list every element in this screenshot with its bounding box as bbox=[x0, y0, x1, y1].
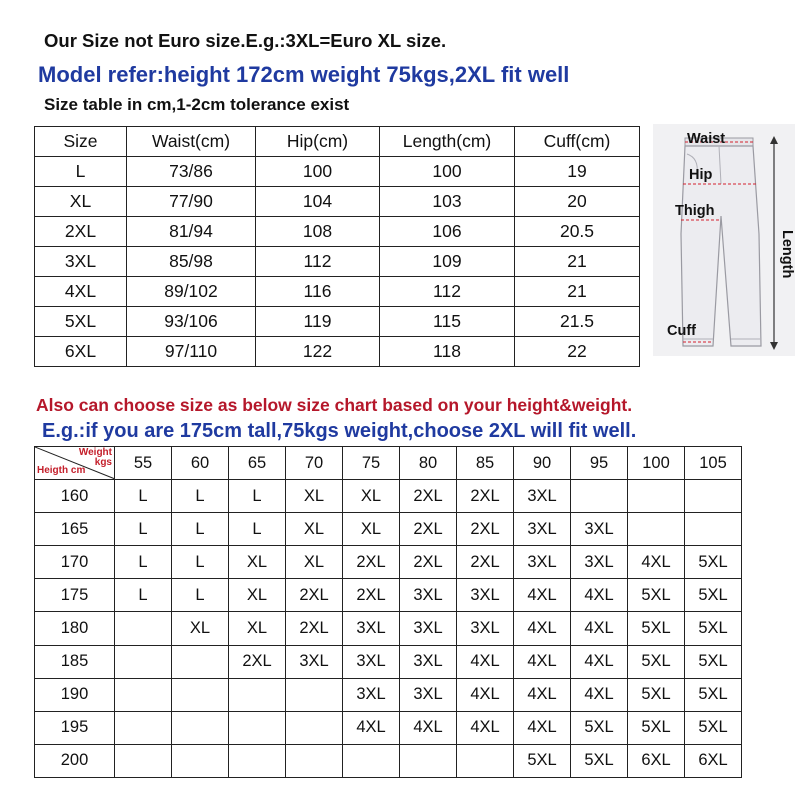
recommended-size-cell: 3XL bbox=[514, 513, 571, 546]
recommended-size-cell: 4XL bbox=[571, 579, 628, 612]
recommended-size-cell: XL bbox=[286, 546, 343, 579]
recommended-size-cell: XL bbox=[229, 579, 286, 612]
size-value-cell: 19 bbox=[515, 157, 640, 187]
recommended-size-cell: 2XL bbox=[229, 645, 286, 678]
recommended-size-cell: XL bbox=[343, 480, 400, 513]
size-value-cell: 81/94 bbox=[127, 217, 256, 247]
recommended-size-cell bbox=[457, 744, 514, 777]
corner-height-label: Heigth cm bbox=[37, 465, 86, 476]
recommended-size-cell: 3XL bbox=[514, 546, 571, 579]
size-table-header: Length(cm) bbox=[380, 127, 515, 157]
size-value-cell: 112 bbox=[256, 247, 380, 277]
size-value-cell: 122 bbox=[256, 337, 380, 367]
height-label-cell: 200 bbox=[35, 744, 115, 777]
recommended-size-cell bbox=[286, 711, 343, 744]
size-value-cell: 21 bbox=[515, 247, 640, 277]
recommended-size-cell: 5XL bbox=[685, 645, 742, 678]
size-table-row bbox=[35, 307, 640, 337]
recommended-size-cell: L bbox=[229, 513, 286, 546]
recommended-size-cell: 3XL bbox=[400, 612, 457, 645]
recommended-size-cell: 5XL bbox=[628, 645, 685, 678]
recommended-size-cell: 4XL bbox=[571, 678, 628, 711]
recommended-size-cell: 2XL bbox=[400, 513, 457, 546]
figure-label-cuff: Cuff bbox=[667, 323, 696, 339]
recommended-size-cell: 5XL bbox=[514, 744, 571, 777]
hw-table-header-row bbox=[35, 447, 742, 480]
size-value-cell: 73/86 bbox=[127, 157, 256, 187]
height-label-cell: 175 bbox=[35, 579, 115, 612]
height-label-cell: 195 bbox=[35, 711, 115, 744]
recommended-size-cell: 4XL bbox=[628, 546, 685, 579]
recommended-size-cell: 3XL bbox=[400, 678, 457, 711]
recommended-size-cell: 3XL bbox=[343, 678, 400, 711]
height-label-cell: 170 bbox=[35, 546, 115, 579]
recommended-size-cell bbox=[115, 678, 172, 711]
size-table-row bbox=[35, 277, 640, 307]
size-table-row bbox=[35, 247, 640, 277]
recommended-size-cell: 4XL bbox=[514, 711, 571, 744]
weight-header-cell: 75 bbox=[343, 447, 400, 480]
size-table-header-row bbox=[35, 127, 640, 157]
weight-header-cell: 100 bbox=[628, 447, 685, 480]
height-label-cell: 185 bbox=[35, 645, 115, 678]
recommended-size-cell bbox=[343, 744, 400, 777]
corner-weight-label: Weight kgs bbox=[78, 447, 112, 468]
size-value-cell: 22 bbox=[515, 337, 640, 367]
recommended-size-cell: L bbox=[229, 480, 286, 513]
size-value-cell: 108 bbox=[256, 217, 380, 247]
hw-table-row bbox=[35, 579, 742, 612]
weight-header-cell: 95 bbox=[571, 447, 628, 480]
recommended-size-cell: 4XL bbox=[514, 645, 571, 678]
figure-label-waist: Waist bbox=[687, 131, 726, 147]
height-label-cell: 190 bbox=[35, 678, 115, 711]
size-table-header: Size bbox=[35, 127, 127, 157]
recommended-size-cell bbox=[685, 480, 742, 513]
size-value-cell: 112 bbox=[380, 277, 515, 307]
hw-table-corner bbox=[35, 447, 115, 480]
size-value-cell: 115 bbox=[380, 307, 515, 337]
size-value-cell: 89/102 bbox=[127, 277, 256, 307]
recommended-size-cell: 2XL bbox=[400, 546, 457, 579]
recommended-size-cell: 3XL bbox=[514, 480, 571, 513]
recommended-size-cell: L bbox=[172, 546, 229, 579]
recommended-size-cell: 3XL bbox=[343, 612, 400, 645]
figure-label-length: Length bbox=[779, 230, 795, 279]
pants-measurement-figure bbox=[653, 124, 795, 356]
height-label-cell: 160 bbox=[35, 480, 115, 513]
recommended-size-cell: 5XL bbox=[628, 612, 685, 645]
size-note-title: Our Size not Euro size.E.g.:3XL=Euro XL size. bbox=[44, 30, 447, 51]
weight-header-cell: 105 bbox=[685, 447, 742, 480]
recommended-size-cell: 2XL bbox=[457, 546, 514, 579]
recommended-size-cell bbox=[229, 678, 286, 711]
recommended-size-cell: 3XL bbox=[571, 546, 628, 579]
size-table-header: Hip(cm) bbox=[256, 127, 380, 157]
hw-table-row bbox=[35, 711, 742, 744]
figure-label-thigh: Thigh bbox=[675, 203, 715, 219]
recommended-size-cell: 5XL bbox=[628, 579, 685, 612]
recommended-size-cell bbox=[115, 744, 172, 777]
recommended-size-cell bbox=[628, 513, 685, 546]
size-label-cell: 4XL bbox=[35, 277, 127, 307]
recommended-size-cell: XL bbox=[343, 513, 400, 546]
size-value-cell: 103 bbox=[380, 187, 515, 217]
recommended-size-cell bbox=[172, 711, 229, 744]
size-table-row bbox=[35, 337, 640, 367]
size-table-header: Waist(cm) bbox=[127, 127, 256, 157]
height-weight-note: Also can choose size as below size chart based on your height&weight. bbox=[36, 395, 633, 415]
size-value-cell: 104 bbox=[256, 187, 380, 217]
recommended-size-cell bbox=[172, 645, 229, 678]
recommended-size-cell: 5XL bbox=[628, 711, 685, 744]
weight-header-cell: 55 bbox=[115, 447, 172, 480]
tolerance-note: Size table in cm,1-2cm tolerance exist bbox=[44, 95, 350, 114]
recommended-size-cell: 3XL bbox=[400, 645, 457, 678]
recommended-size-cell: 5XL bbox=[628, 678, 685, 711]
size-value-cell: 21.5 bbox=[515, 307, 640, 337]
size-value-cell: 77/90 bbox=[127, 187, 256, 217]
size-label-cell: 6XL bbox=[35, 337, 127, 367]
size-label-cell: XL bbox=[35, 187, 127, 217]
recommended-size-cell: XL bbox=[172, 612, 229, 645]
recommended-size-cell bbox=[229, 744, 286, 777]
recommended-size-cell: 5XL bbox=[571, 711, 628, 744]
size-value-cell: 93/106 bbox=[127, 307, 256, 337]
size-value-cell: 100 bbox=[256, 157, 380, 187]
figure-label-hip: Hip bbox=[689, 167, 713, 183]
weight-header-cell: 65 bbox=[229, 447, 286, 480]
recommended-size-cell: 4XL bbox=[457, 711, 514, 744]
recommended-size-cell bbox=[628, 480, 685, 513]
recommended-size-cell: 2XL bbox=[457, 513, 514, 546]
recommended-size-cell: 4XL bbox=[514, 612, 571, 645]
model-reference: Model refer:height 172cm weight 75kgs,2XL fit well bbox=[38, 62, 570, 87]
recommended-size-cell bbox=[286, 744, 343, 777]
recommended-size-cell: 2XL bbox=[457, 480, 514, 513]
recommended-size-cell: L bbox=[115, 513, 172, 546]
recommended-size-cell bbox=[400, 744, 457, 777]
size-label-cell: 5XL bbox=[35, 307, 127, 337]
weight-header-cell: 90 bbox=[514, 447, 571, 480]
recommended-size-cell: 5XL bbox=[685, 711, 742, 744]
size-value-cell: 85/98 bbox=[127, 247, 256, 277]
size-label-cell: L bbox=[35, 157, 127, 187]
recommended-size-cell: L bbox=[172, 513, 229, 546]
pants-diagram-icon bbox=[653, 124, 795, 356]
recommended-size-cell bbox=[172, 744, 229, 777]
weight-header-cell: 85 bbox=[457, 447, 514, 480]
size-value-cell: 109 bbox=[380, 247, 515, 277]
hw-table-row bbox=[35, 546, 742, 579]
recommended-size-cell bbox=[115, 711, 172, 744]
recommended-size-cell: 4XL bbox=[571, 612, 628, 645]
hw-table-row bbox=[35, 645, 742, 678]
recommended-size-cell: L bbox=[115, 546, 172, 579]
height-weight-example: E.g.:if you are 175cm tall,75kgs weight,choose 2XL will fit well. bbox=[42, 420, 637, 442]
recommended-size-cell bbox=[286, 678, 343, 711]
recommended-size-cell: L bbox=[172, 480, 229, 513]
size-table-row bbox=[35, 157, 640, 187]
hw-table-row bbox=[35, 480, 742, 513]
height-label-cell: 165 bbox=[35, 513, 115, 546]
recommended-size-cell: 2XL bbox=[286, 612, 343, 645]
recommended-size-cell: XL bbox=[229, 612, 286, 645]
recommended-size-cell bbox=[115, 645, 172, 678]
recommended-size-cell: 3XL bbox=[457, 579, 514, 612]
recommended-size-cell: 3XL bbox=[286, 645, 343, 678]
recommended-size-cell: 4XL bbox=[571, 645, 628, 678]
recommended-size-cell: 2XL bbox=[343, 546, 400, 579]
recommended-size-cell: 3XL bbox=[343, 645, 400, 678]
recommended-size-cell: 6XL bbox=[685, 744, 742, 777]
recommended-size-cell: XL bbox=[286, 513, 343, 546]
recommended-size-cell bbox=[229, 711, 286, 744]
recommended-size-cell: L bbox=[115, 480, 172, 513]
recommended-size-cell: 5XL bbox=[685, 612, 742, 645]
size-value-cell: 97/110 bbox=[127, 337, 256, 367]
hw-table-row bbox=[35, 744, 742, 777]
hw-table-row bbox=[35, 678, 742, 711]
hw-table-row bbox=[35, 513, 742, 546]
recommended-size-cell: 4XL bbox=[514, 678, 571, 711]
height-weight-table bbox=[34, 446, 742, 778]
size-value-cell: 20.5 bbox=[515, 217, 640, 247]
weight-header-cell: 80 bbox=[400, 447, 457, 480]
recommended-size-cell: 5XL bbox=[571, 744, 628, 777]
recommended-size-cell: 3XL bbox=[571, 513, 628, 546]
recommended-size-cell: L bbox=[172, 579, 229, 612]
recommended-size-cell: 4XL bbox=[457, 678, 514, 711]
recommended-size-cell: 5XL bbox=[685, 579, 742, 612]
recommended-size-cell: 3XL bbox=[457, 612, 514, 645]
size-table-header: Cuff(cm) bbox=[515, 127, 640, 157]
recommended-size-cell: 4XL bbox=[457, 645, 514, 678]
size-table bbox=[34, 126, 640, 367]
hw-table-row bbox=[35, 612, 742, 645]
recommended-size-cell: 5XL bbox=[685, 546, 742, 579]
weight-header-cell: 60 bbox=[172, 447, 229, 480]
size-value-cell: 116 bbox=[256, 277, 380, 307]
recommended-size-cell: 4XL bbox=[400, 711, 457, 744]
recommended-size-cell: 4XL bbox=[343, 711, 400, 744]
size-value-cell: 106 bbox=[380, 217, 515, 247]
recommended-size-cell bbox=[685, 513, 742, 546]
recommended-size-cell: 6XL bbox=[628, 744, 685, 777]
recommended-size-cell bbox=[172, 678, 229, 711]
recommended-size-cell: XL bbox=[286, 480, 343, 513]
height-label-cell: 180 bbox=[35, 612, 115, 645]
recommended-size-cell: 2XL bbox=[286, 579, 343, 612]
recommended-size-cell bbox=[571, 480, 628, 513]
recommended-size-cell: 5XL bbox=[685, 678, 742, 711]
recommended-size-cell: L bbox=[115, 579, 172, 612]
recommended-size-cell: 3XL bbox=[400, 579, 457, 612]
recommended-size-cell bbox=[115, 612, 172, 645]
recommended-size-cell: 2XL bbox=[400, 480, 457, 513]
size-table-row bbox=[35, 217, 640, 247]
size-value-cell: 118 bbox=[380, 337, 515, 367]
size-label-cell: 3XL bbox=[35, 247, 127, 277]
weight-header-cell: 70 bbox=[286, 447, 343, 480]
size-value-cell: 119 bbox=[256, 307, 380, 337]
recommended-size-cell: 2XL bbox=[343, 579, 400, 612]
size-value-cell: 100 bbox=[380, 157, 515, 187]
size-table-row bbox=[35, 187, 640, 217]
size-label-cell: 2XL bbox=[35, 217, 127, 247]
recommended-size-cell: 4XL bbox=[514, 579, 571, 612]
recommended-size-cell: XL bbox=[229, 546, 286, 579]
size-value-cell: 20 bbox=[515, 187, 640, 217]
size-value-cell: 21 bbox=[515, 277, 640, 307]
